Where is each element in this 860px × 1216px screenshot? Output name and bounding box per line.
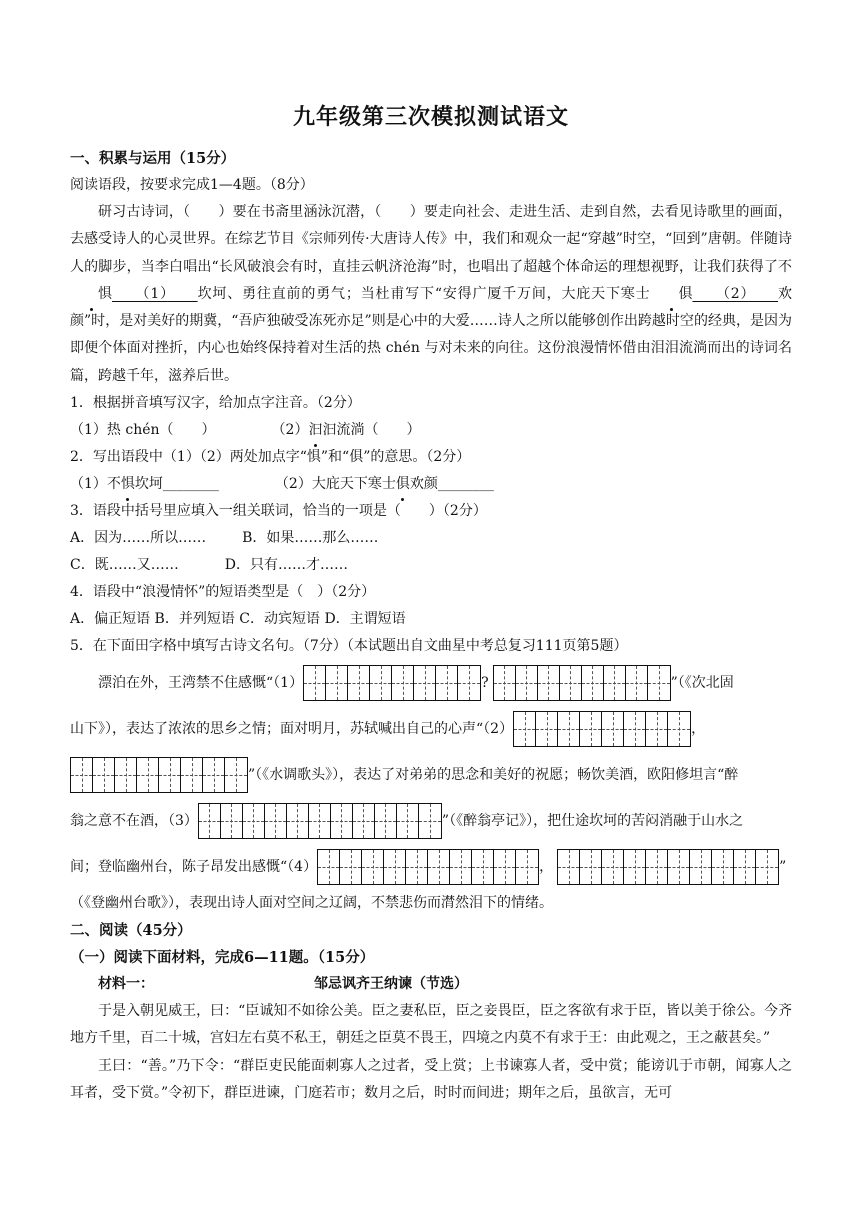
blank-2: （2） (722, 285, 749, 302)
answer-grid-1a[interactable] (303, 665, 481, 701)
question-4: 4．语段中“浪漫情怀”的短语类型是（ ）（2分） (70, 584, 376, 601)
answer-grid-2b[interactable] (70, 757, 248, 793)
dotted-char-ju-b: 俱 (396, 471, 410, 498)
question-3-options-cd (70, 552, 792, 579)
material-paragraph-1: 于是入朝见威王，曰：“臣诚知不如徐公美。臣之妻私臣，臣之妾畏臣，臣之客欲有求于臣，皆以美于徐公。今齐地方千里，百二十城，宫妇左右莫不私王，朝廷之臣莫不畏王，四境之内莫不有求于王：由此观之，王之蔽甚矣。” (70, 1003, 792, 1047)
dotted-char-ju-a: 惧 (121, 471, 135, 498)
q5-line-3: ”（《水调歌头》），表达了对弟弟的思念和美好的祝愿；畅饮美酒，欧阳修坦言“醉 (70, 752, 792, 798)
option-b: B．如果……那么…… (242, 530, 379, 547)
option-c: C．既……又…… (70, 557, 179, 574)
option-a: A．因为……所以…… (70, 530, 207, 547)
q5-line-4: 翁之意不在酒，（3） ”（《醉翁亭记》），把仕途坎坷的苦闷消融于山水之 (70, 798, 792, 844)
q5-line-1: 漂泊在外，王湾禁不住感慨“（1） ? ”（《次北固 (70, 660, 792, 706)
q5-line-5: 间；登临幽州台，陈子昂发出感慨“（4） ， ” (70, 844, 792, 890)
material-header (70, 971, 792, 998)
dotted-char-ju1: 惧 (70, 281, 112, 308)
section2-heading: 二、阅读（45分） (70, 922, 192, 940)
passage-part2: 坎坷、勇往直前的勇气；当杜甫写下“安得广厦千万间，大庇天下寒士 (197, 285, 651, 302)
section1-instruction: 阅读语段，按要求完成1—4题。（8分） (70, 177, 314, 193)
answer-grid-2a[interactable] (513, 711, 691, 747)
material-label: 材料一： (98, 976, 154, 993)
reading-passage (70, 199, 792, 390)
question-2: 2．写出语段中（1）（2）两处加点字“惧”和“俱”的意思。（2分） (70, 449, 471, 466)
q5-line-6: （《登幽州台歌》），表现出诗人面对空间之辽阔，不禁悲伤而潸然泪下的情绪。 (70, 895, 553, 912)
q5-line-2: 山下》），表达了浓浓的思乡之情；面对明月，苏轼喊出自己的心声“（2） ， (70, 706, 792, 752)
answer-grid-3[interactable] (198, 803, 442, 839)
question-3: 3．语段中括号里应填入一组关联词，恰当的一项是（ ）（2分） (70, 503, 487, 520)
blank-1: （1） (142, 285, 168, 302)
passage-part3: 欢颜”时，是对美好的期冀，“吾庐独破受冻死亦足”则是心中的大爱……诗人之所以能够创作出跨越时空的经典，是因为即便个体面对挫折，内心也始终保持着对生活的热 chén 与对未来的向往。这份浪漫情怀借由泪泪流淌而出的诗词名篇，跨越千年，滋养后世。 (70, 285, 793, 384)
answer-grid-4b[interactable] (557, 849, 779, 885)
section2-sub1: （一）阅读下面材料，完成6—11题。（15分） (70, 949, 375, 967)
material-paragraph-2: 王曰：“善。”乃下令：“群臣吏民能面刺寡人之过者，受上赏；上书谏寡人者，受中赏；能谤讥于市朝，闻寡人之耳者，受下赏。”令初下，群臣进谏，门庭若市；数月之后，时时而间进；期年之后，虽欲言，无可 (70, 1057, 792, 1101)
q1-part-a: （1）热 chén（ ） (70, 422, 216, 439)
question-1: 1．根据拼音填写汉字，给加点字注音。（2分） (70, 395, 361, 412)
answer-grid-4a[interactable] (317, 849, 539, 885)
question-1-answers: （1）热 chén（ ） （2）汩汩流淌（ ） (70, 417, 792, 444)
question-3-options-ab (70, 525, 792, 552)
dotted-char-gu: 汩 (308, 417, 322, 444)
question-5: 5．在下面田字格中填写古诗文名句。（7分）（本试题出自文曲星中考总复习111页第5题） (70, 638, 628, 655)
section1-heading: 一、积累与运用（15分） (70, 150, 236, 167)
passage-part1: 研习古诗词，（ ）要在书斋里涵泳沉潜，（ ）要走向社会、走进生活、走到自然，去看见诗歌里的画面，去感受诗人的心灵世界。在综艺节目《宗师列传·大唐诗人传》中，我们和观众一起“穿越”时空，“回到”唐朝。伴随诗人的脚步，当李白唱出“长风破浪会有时，直挂云帆济沧海”时，也唱出了超越个体命运的理想视野，让我们获得了不 (70, 204, 792, 275)
dotted-char-ju2: 俱 (650, 281, 692, 308)
material-title: 邹忌讽齐王纳谏（节选） (314, 976, 468, 993)
answer-grid-1b[interactable] (493, 665, 671, 701)
question-2-answers: （1）不惧坎坷________ （2）大庇天下寒士俱欢颜________ (70, 471, 792, 498)
exam-page (70, 100, 792, 1107)
option-d: D．只有……才…… (224, 557, 348, 574)
question-4-options: A．偏正短语 B．并列短语 C．动宾短语 D．主谓短语 (70, 611, 406, 628)
page-title: 九年级第三次模拟测试语文 (292, 104, 569, 130)
